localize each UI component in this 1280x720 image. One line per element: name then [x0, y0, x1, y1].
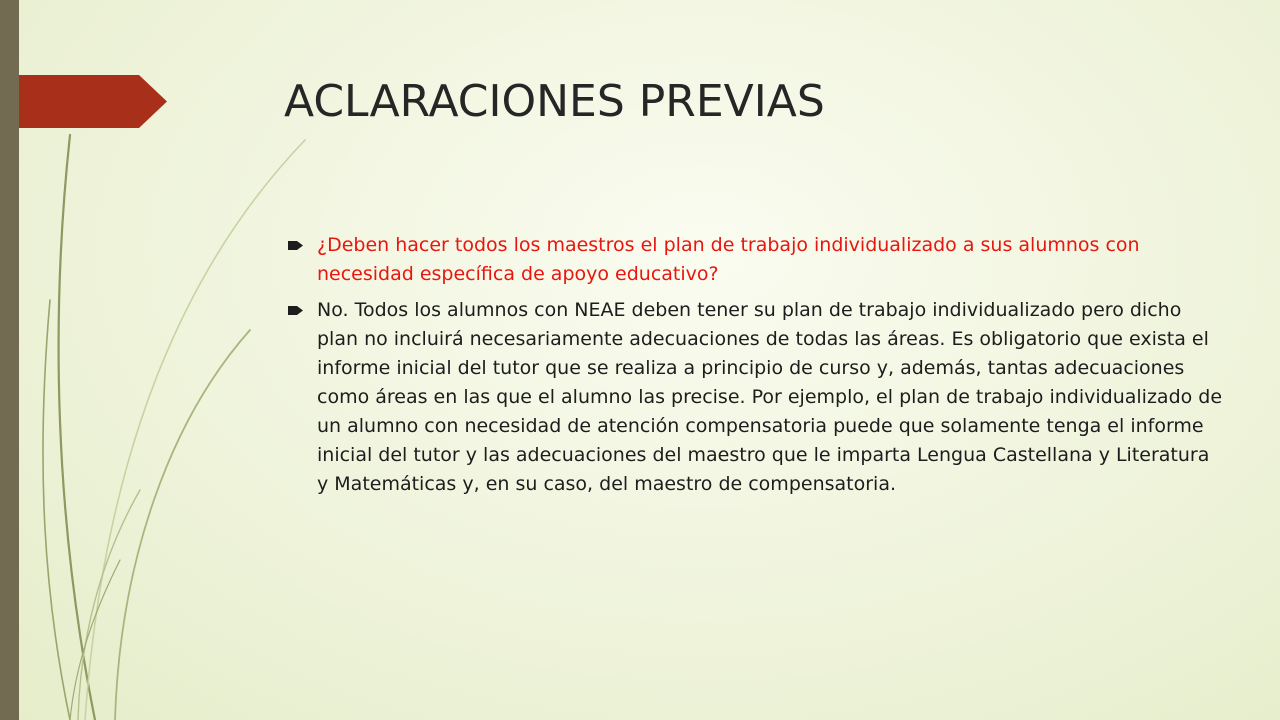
slide-title: ACLARACIONES PREVIAS	[284, 76, 825, 127]
bullet-text: ¿Deben hacer todos los maestros el plan de trabajo individualizado a sus alumnos con necesidad específica de apoyo educativo?	[317, 234, 1140, 285]
bullet-answer	[288, 296, 1223, 499]
bullet-list	[288, 231, 1223, 506]
arrow-bullet-icon	[288, 306, 303, 315]
arrow-bullet-icon	[288, 241, 303, 250]
bullet-text: No. Todos los alumnos con NEAE deben tener su plan de trabajo individualizado pero dicho plan no incluirá necesariamente adecuaciones de todas las áreas. Es obligatorio que exista el informe inicial del tutor que se realiza a principio de curso y, además, tantas adecuaciones como áreas en las que el alumno las precise. Por ejemplo, el plan de trabajo individualizado de un alumno con necesidad de atención compensatoria puede que solamente tenga el informe inicial del tutor y las adecuaciones del maestro que le imparta Lengua Castellana y Literatura y Matemáticas y, en su caso, del maestro de compensatoria.	[317, 299, 1223, 495]
bullet-question	[288, 231, 1223, 289]
title-accent-arrow	[19, 75, 167, 128]
